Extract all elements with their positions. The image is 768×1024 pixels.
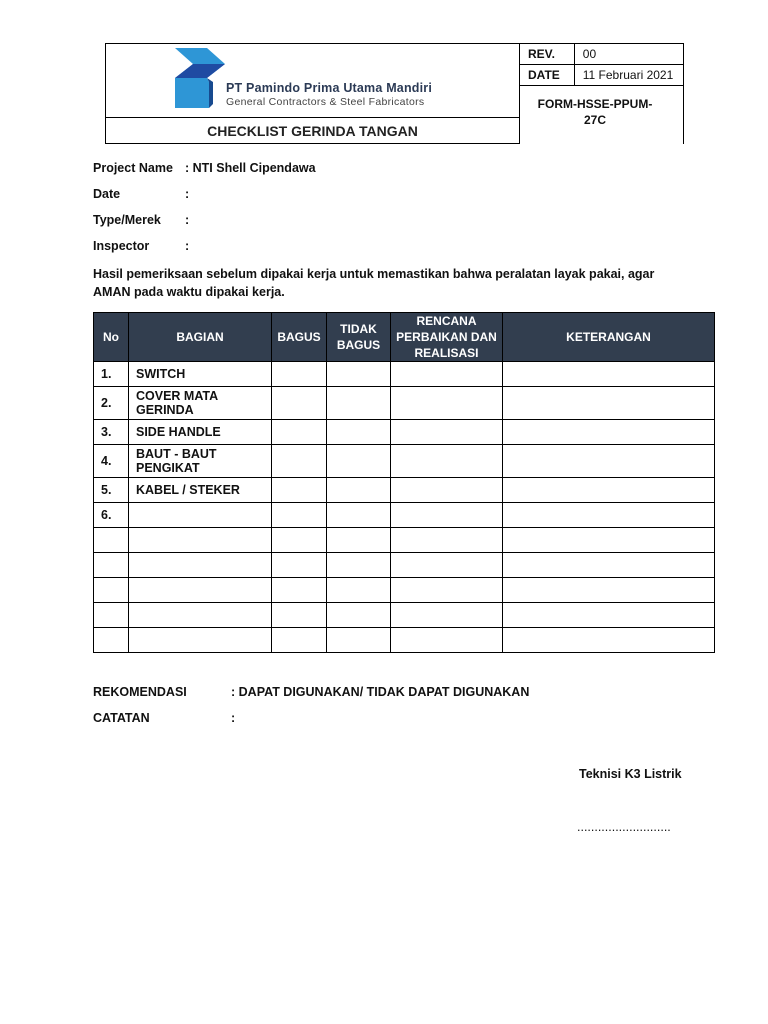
table-row: [94, 528, 715, 553]
cell-bagus: [272, 603, 327, 628]
cell-bagian: [129, 553, 272, 578]
date-row: [520, 65, 684, 86]
cell-tidak-bagus: [327, 387, 391, 420]
rev-row: [520, 44, 684, 65]
table-row: [94, 603, 715, 628]
project-name-field: [93, 161, 316, 175]
table-row: [94, 478, 715, 503]
table-row: [94, 420, 715, 445]
cell-rencana: [391, 553, 503, 578]
cell-keterangan: [503, 445, 715, 478]
date-label: DATE: [520, 65, 575, 86]
project-name-label: Project Name: [93, 161, 173, 175]
cell-keterangan: [503, 478, 715, 503]
cell-tidak-bagus: [327, 603, 391, 628]
revision-table: [519, 43, 684, 86]
table-row: [94, 628, 715, 653]
cell-bagus: [272, 528, 327, 553]
col-header-bagus: BAGUS: [272, 313, 327, 362]
intro-text: Hasil pemeriksaan sebelum dipakai kerja untuk memastikan bahwa peralatan layak pakai, agar AMAN pada waktu dipakai kerja.: [93, 267, 655, 299]
cell-bagian: [129, 628, 272, 653]
checklist-table: [93, 312, 715, 653]
table-header-row: [94, 313, 715, 362]
cell-bagus: [272, 478, 327, 503]
inspector-field-value: :: [185, 239, 190, 253]
table-row: [94, 553, 715, 578]
cell-bagus: [272, 628, 327, 653]
signer-title: Teknisi K3 Listrik: [579, 767, 682, 781]
cell-keterangan: [503, 420, 715, 445]
date-value: 11 Februari 2021: [574, 65, 683, 86]
cell-bagus: [272, 362, 327, 387]
company-name: PT Pamindo Prima Utama Mandiri: [226, 81, 433, 95]
cell-bagian: BAUT - BAUT PENGIKAT: [129, 445, 272, 478]
col-header-tidak-bagus: TIDAK BAGUS: [327, 313, 391, 362]
cell-rencana: [391, 628, 503, 653]
cell-bagus: [272, 387, 327, 420]
cell-no: 1.: [94, 362, 129, 387]
cell-bagian: SWITCH: [129, 362, 272, 387]
checklist-body: [94, 362, 715, 653]
cell-keterangan: [503, 362, 715, 387]
form-code-box: [519, 86, 684, 144]
table-row: [94, 578, 715, 603]
cell-rencana: [391, 445, 503, 478]
cell-no: [94, 528, 129, 553]
rev-label: REV.: [520, 44, 575, 65]
cell-bagian: [129, 578, 272, 603]
cell-tidak-bagus: [327, 578, 391, 603]
cell-tidak-bagus: [327, 503, 391, 528]
rev-value: 00: [574, 44, 683, 65]
cell-keterangan: [503, 628, 715, 653]
cell-tidak-bagus: [327, 362, 391, 387]
cell-rencana: [391, 478, 503, 503]
form-code: FORM-HSSE-PPUM-27C: [537, 97, 653, 127]
cell-bagian: [129, 603, 272, 628]
type-field-value: :: [185, 213, 190, 227]
date-field: [93, 187, 189, 201]
cell-rencana: [391, 362, 503, 387]
col-header-bagian: BAGIAN: [129, 313, 272, 362]
catatan-label: CATATAN: [93, 711, 150, 725]
signature-line: ...........................: [577, 820, 671, 834]
cell-bagian: KABEL / STEKER: [129, 478, 272, 503]
cell-keterangan: [503, 553, 715, 578]
cell-tidak-bagus: [327, 478, 391, 503]
cell-bagus: [272, 445, 327, 478]
cell-no: 2.: [94, 387, 129, 420]
table-row: [94, 445, 715, 478]
cell-rencana: [391, 603, 503, 628]
cell-no: [94, 578, 129, 603]
cell-tidak-bagus: [327, 553, 391, 578]
cell-tidak-bagus: [327, 528, 391, 553]
date-field-value: :: [185, 187, 190, 201]
table-row: [94, 503, 715, 528]
cell-keterangan: [503, 603, 715, 628]
cell-no: [94, 628, 129, 653]
form-title: CHECKLIST GERINDA TANGAN: [207, 123, 418, 139]
cell-bagian: [129, 503, 272, 528]
inspector-field-label: Inspector: [93, 239, 150, 253]
col-header-no: No: [94, 313, 129, 362]
cell-keterangan: [503, 387, 715, 420]
cell-tidak-bagus: [327, 445, 391, 478]
cell-bagus: [272, 503, 327, 528]
header-left-box: [105, 43, 520, 144]
cell-bagus: [272, 553, 327, 578]
cell-rencana: [391, 387, 503, 420]
cell-tidak-bagus: [327, 420, 391, 445]
header-meta: [519, 43, 684, 144]
col-header-rencana: RENCANA PERBAIKAN DAN REALISASI: [391, 313, 503, 362]
cell-bagian: SIDE HANDLE: [129, 420, 272, 445]
document-header: [105, 43, 684, 144]
rekomendasi-value: : DAPAT DIGUNAKAN/ TIDAK DAPAT DIGUNAKAN: [231, 685, 530, 699]
cell-tidak-bagus: [327, 628, 391, 653]
cell-rencana: [391, 503, 503, 528]
table-row: [94, 362, 715, 387]
company-tagline: General Contractors & Steel Fabricators: [226, 96, 425, 108]
type-field-label: Type/Merek: [93, 213, 161, 227]
company-logo-area: [106, 44, 519, 118]
cell-rencana: [391, 578, 503, 603]
table-row: [94, 387, 715, 420]
cell-bagian: [129, 528, 272, 553]
cell-keterangan: [503, 528, 715, 553]
cell-rencana: [391, 528, 503, 553]
project-name-value: : NTI Shell Cipendawa: [185, 161, 316, 175]
cell-bagus: [272, 578, 327, 603]
cell-no: 4.: [94, 445, 129, 478]
cell-keterangan: [503, 503, 715, 528]
col-header-keterangan: KETERANGAN: [503, 313, 715, 362]
rekomendasi-label: REKOMENDASI: [93, 685, 187, 699]
company-logo-icon: [173, 48, 227, 108]
cell-no: 5.: [94, 478, 129, 503]
cell-no: [94, 603, 129, 628]
cell-keterangan: [503, 578, 715, 603]
inspector-field: [93, 239, 189, 253]
type-field: [93, 213, 189, 227]
cell-no: [94, 553, 129, 578]
cell-rencana: [391, 420, 503, 445]
cell-no: 6.: [94, 503, 129, 528]
cell-bagus: [272, 420, 327, 445]
catatan-value: :: [231, 711, 236, 725]
cell-bagian: COVER MATA GERINDA: [129, 387, 272, 420]
date-field-label: Date: [93, 187, 121, 201]
cell-no: 3.: [94, 420, 129, 445]
